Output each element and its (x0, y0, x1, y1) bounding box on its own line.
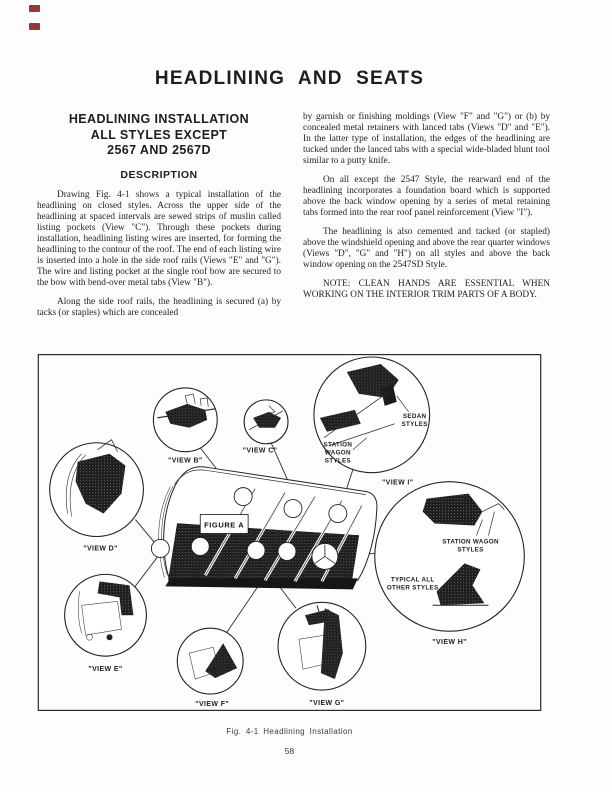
section-heading-line: ALL STYLES EXCEPT (90, 127, 228, 142)
page-number: 58 (284, 746, 295, 756)
figure-caption: Fig. 4-1 Headlining Installation (226, 727, 353, 736)
paragraph: The headlining is also cemented and tacked (or stapled) above the windshield opening and above the rear quarter windows (Views "D", "G" and "H") on all styles and above the back window opening on the 2547SD Style. (303, 227, 550, 270)
sedan-styles-label: SEDAN (402, 412, 427, 420)
section-heading-line: 2567 AND 2567D (107, 143, 211, 157)
svg-text:STYLES: STYLES (324, 457, 351, 465)
view-e-label: "VIEW E" (88, 666, 123, 674)
paragraph: On all except the 2547 Style, the rearward end of the headlining incorporates a foundation board which is supported above the back window opening by a series of metal retaining tabs formed into the rear roof panel reinforcement (View "I"). (303, 175, 550, 218)
left-column (37, 112, 281, 327)
note-paragraph: NOTE: CLEAN HANDS ARE ESSENTIAL WHEN WORKING ON THE INTERIOR TRIM PARTS OF A BODY. (303, 279, 550, 300)
text-columns (37, 112, 550, 327)
paragraph: Drawing Fig. 4-1 shows a typical installation of the headlining on closed styles. Across the upper side of the headlining at spaced intervals are sewed strips of muslin called listing pockets (View "C"). Through these pockets during installation, headlining listing wires are inserted, for forming the headlining to the contour of the roof. The end of each listing wire is inserted into a hole in the side roof rails (Views "E" and "G"). The wire and listing pocket at the single roof bow are secured to the bow with bend-over metal tabs (View "B"). (37, 189, 281, 288)
description-heading: DESCRIPTION (120, 168, 198, 181)
view-g-label: "VIEW G" (309, 700, 345, 708)
section-heading (37, 112, 281, 159)
paragraph: by garnish or finishing moldings (View "F" and "G") or (b) by concealed metal retainers with lanced tabs (Views "D" and "E"). In the latter type of installation, the edges of the headlining are tucked under the lanced tabs with a special wide-bladed blunt tool similar to a putty knife. (303, 112, 550, 166)
headlining-diagram (37, 354, 542, 711)
figure-4-1 (37, 354, 542, 711)
paragraph: Along the side roof rails, the headlining is secured (a) by tacks (or staples) which are concealed (37, 296, 281, 318)
view-b-label: "VIEW B" (168, 457, 203, 465)
red-mark (29, 23, 40, 30)
station-wagon-styles-label: STATION WAGON (442, 538, 499, 546)
page-title: HEADLINING AND SEATS (154, 68, 425, 89)
svg-text:OTHER STYLES: OTHER STYLES (386, 584, 439, 592)
station-wagon-styles-label: STATION (323, 441, 353, 449)
red-mark (29, 5, 40, 12)
svg-text:WAGON: WAGON (324, 449, 351, 457)
view-f-label: "VIEW F" (195, 701, 230, 709)
right-column (303, 112, 550, 327)
figure-a-label: FIGURE A (204, 520, 245, 530)
view-c-label: "VIEW C" (242, 447, 278, 455)
section-heading-line: HEADLINING INSTALLATION (68, 112, 250, 126)
svg-text:STYLES: STYLES (401, 420, 428, 428)
svg-text:STYLES: STYLES (457, 546, 484, 554)
view-d-label: "VIEW D" (83, 545, 118, 553)
typical-all-other-styles-label: TYPICAL ALL (390, 576, 435, 584)
view-i-label: "VIEW I" (381, 479, 414, 487)
view-h-label: "VIEW H" (432, 639, 467, 647)
